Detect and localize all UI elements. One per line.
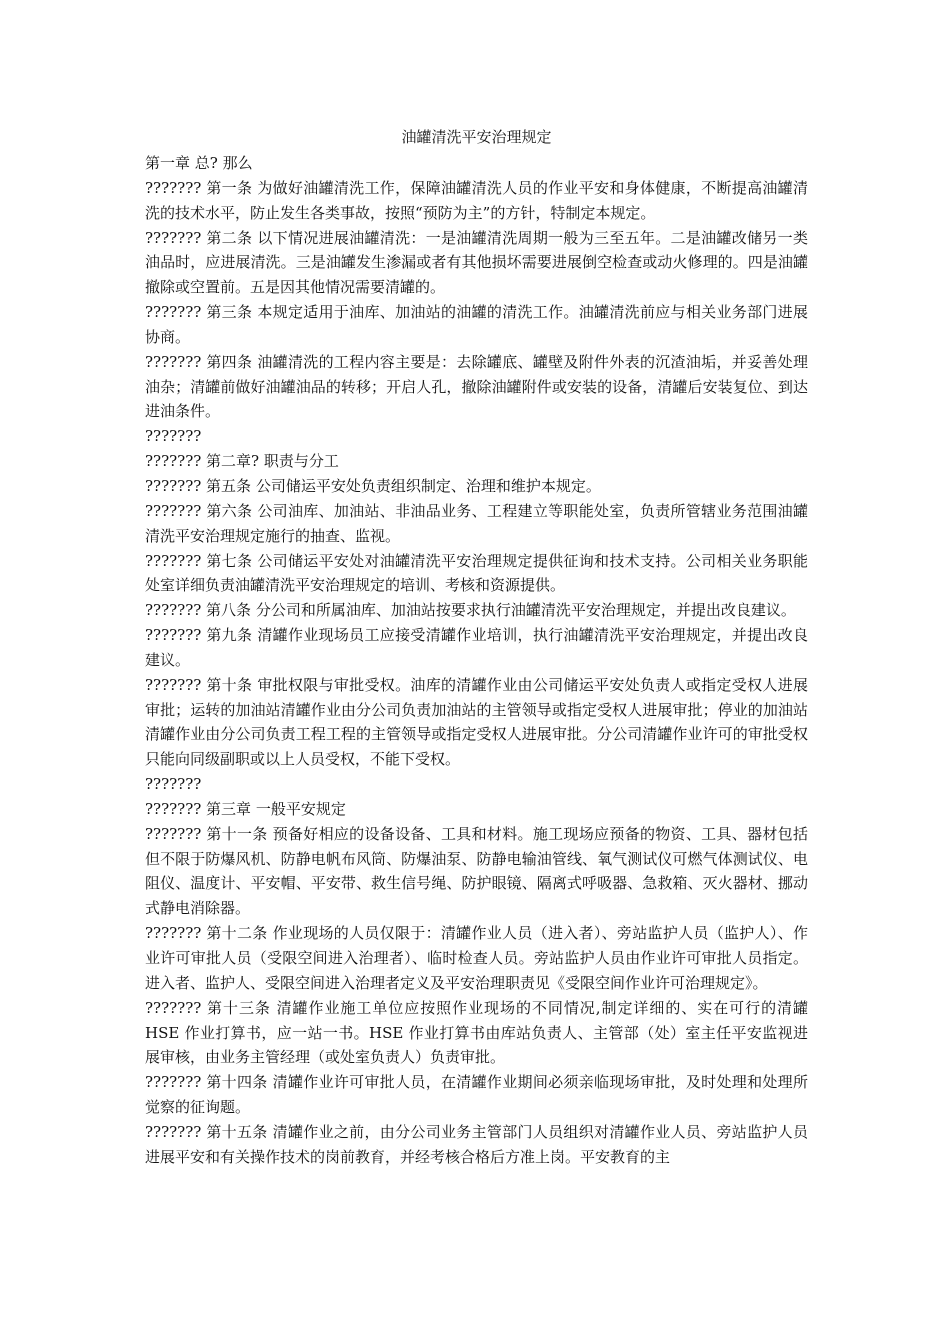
chapter-2-heading: ??????? 第二章? 职责与分工: [145, 452, 339, 471]
blank-line: ???????: [145, 775, 202, 794]
document-title: 油罐清洗平安治理规定: [401, 128, 552, 146]
article-9: ??????? 第九条 清罐作业现场员工应接受清罐作业培训，执行油罐清洗平安治理规定，并提出改良建议。: [145, 626, 808, 669]
article-6: ??????? 第六条 公司油库、加油站、非油品业务、工程建立等职能处室，负责所管辖业务范围油罐清洗平安治理规定施行的抽查、监视。: [145, 501, 808, 545]
article-8: ??????? 第八条 分公司和所属油库、加油站按要求执行油罐清洗平安治理规定，并提出改良建议。: [145, 601, 796, 620]
chapter-1-heading: 第一章 总? 那么: [145, 154, 253, 172]
article-3: ??????? 第三条 本规定适用于油库、加油站的油罐的清洗工作。油罐清洗前应与相关业务部门进展协商。: [145, 303, 808, 346]
chapter-3-heading: ??????? 第三章 一般平安规定: [145, 799, 346, 818]
article-4: ??????? 第四条 油罐清洗的工程内容主要是：去除罐底、罐壁及附件外表的沉渣油垢，并妥善处理油杂；清罐前做好油罐油品的转移；开启人孔，撤除油罐附件或安装的设备，清罐后安装复位、到达进油条件。: [145, 352, 808, 421]
article-11: ??????? 第十一条 预备好相应的设备设备、工具和材料。施工现场应预备的物资、工具、器材包括但不限于防爆风机、防静电帆布风筒、防爆油泵、防静电输油管线、氧气测试仪可燃气体测试仪、电阻仪、温度计、平安帽、平安带、救生信号绳、防护眼镜、隔离式呼吸器、急救箱、灭火器材、挪动式静电消除器。: [145, 824, 808, 918]
document-body: [145, 124, 808, 1170]
article-5: ??????? 第五条 公司储运平安处负责组织制定、治理和维护本规定。: [145, 476, 601, 495]
article-1: ??????? 第一条 为做好油罐清洗工作，保障油罐清洗人员的作业平安和身体健康，不断提高油罐清洗的技术水平，防止发生各类事故，按照“预防为主”的方针，特制定本规定。: [145, 178, 808, 222]
blank-line: ???????: [145, 427, 202, 446]
article-13: ??????? 第十三条 清罐作业施工单位应按照作业现场的不同情况,制定详细的、实在可行的清罐 HSE 作业打算书，应一站一书。HSE 作业打算书由库站负责人、主管部（处）室主任平安监视进展审核，由业务主管经理（或处室负责人）负责审批。: [145, 998, 808, 1067]
article-10: ??????? 第十条 审批权限与审批受权。油库的清罐作业由公司储运平安处负责人或指定受权人进展审批；运转的加油站清罐作业由分公司负责加油站的主管领导或指定受权人进展审批；停业的加油站清罐作业由分公司负责工程工程的主管领导或指定受权人进展审批。分公司清罐作业许可的审批受权只能向同级副职或以上人员受权，不能下受权。: [145, 675, 808, 769]
article-14: ??????? 第十四条 清罐作业许可审批人员，在清罐作业期间必须亲临现场审批，及时处理和处理所觉察的征询题。: [145, 1073, 808, 1117]
article-12: ??????? 第十二条 作业现场的人员仅限于：清罐作业人员（进入者）、旁站监护人员（监护人）、作业许可审批人员（受限空间进入治理者）、临时检查人员。旁站监护人员由作业许可审批人员指定。进入者、监护人、受限空间进入治理者定义及平安治理职责见《受限空间作业许可治理规定》。: [145, 924, 808, 992]
article-15: ??????? 第十五条 清罐作业之前，由分公司业务主管部门人员组织对清罐作业人员、旁站监护人员进展平安和有关操作技术的岗前教育，并经考核合格后方准上岗。平安教育的主: [145, 1122, 808, 1166]
article-7: ??????? 第七条 公司储运平安处对油罐清洗平安治理规定提供征询和技术支持。公司相关业务职能处室详细负责油罐清洗平安治理规定的培训、考核和资源提供。: [145, 551, 808, 595]
article-2: ??????? 第二条 以下情况进展油罐清洗：一是油罐清洗周期一般为三至五年。二是油罐改储另一类油品时，应进展清洗。三是油罐发生渗漏或者有其他损坏需要进展倒空检查或动火修理的。四是油罐撤除或空置前。五是因其他情况需要清罐的。: [145, 228, 808, 297]
